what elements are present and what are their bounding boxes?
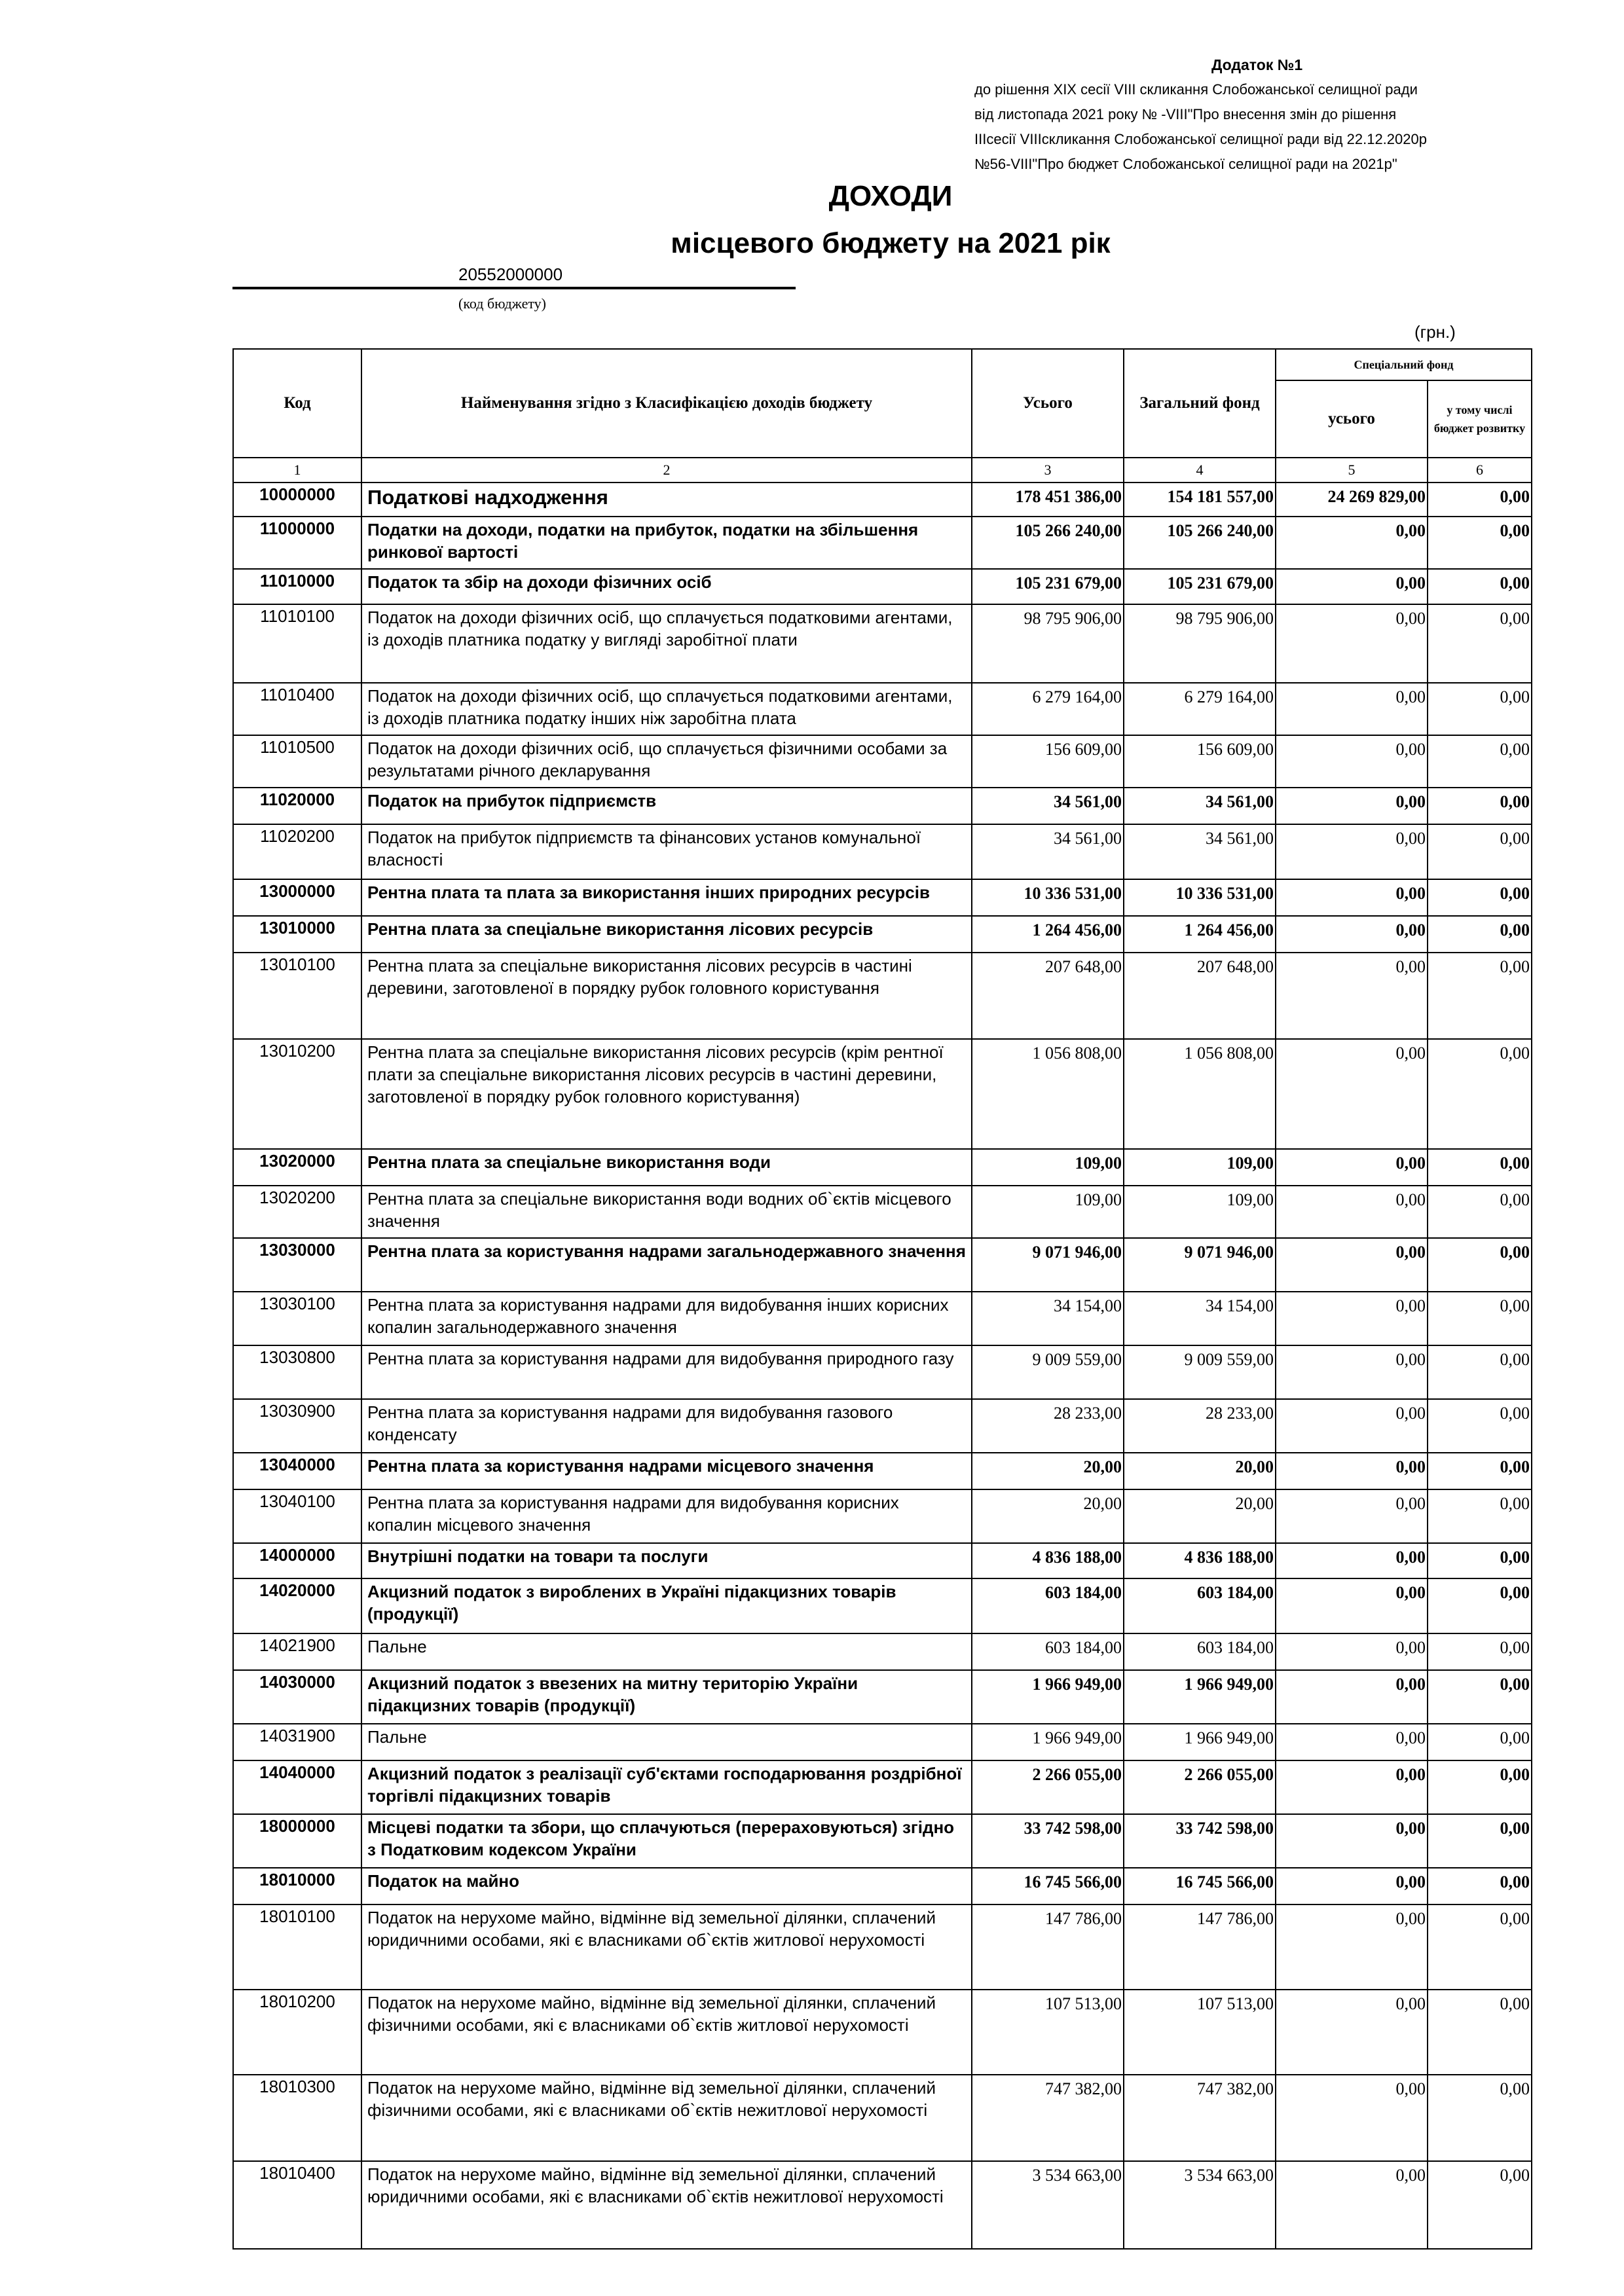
revenue-table xyxy=(232,348,1532,2250)
row-code: 13010200 xyxy=(233,1039,361,1149)
row-total: 109,00 xyxy=(972,1149,1124,1186)
row-name: Рентна плата за користування надрами місцевого значення xyxy=(361,1453,972,1489)
row-total: 1 966 949,00 xyxy=(972,1670,1124,1724)
row-special-total: 0,00 xyxy=(1276,916,1428,953)
row-total: 6 279 164,00 xyxy=(972,683,1124,735)
appendix-title: Додаток №1 xyxy=(1211,56,1303,73)
header-general-fund: Загальний фонд xyxy=(1124,349,1276,458)
row-name: Податок на доходи фізичних осіб, що сплачується податковими агентами, із доходів платника податку інших ніж заробітна плата xyxy=(361,683,972,735)
row-general-fund: 107 513,00 xyxy=(1124,1990,1276,2075)
table-row xyxy=(233,1760,1532,1814)
col-number: 3 xyxy=(972,458,1124,483)
row-special-development: 0,00 xyxy=(1428,683,1532,735)
row-special-total: 0,00 xyxy=(1276,1399,1428,1453)
table-row xyxy=(233,1633,1532,1670)
row-special-development: 0,00 xyxy=(1428,1724,1532,1760)
row-general-fund: 1 966 949,00 xyxy=(1124,1724,1276,1760)
row-general-fund: 109,00 xyxy=(1124,1186,1276,1238)
row-special-development: 0,00 xyxy=(1428,788,1532,824)
row-special-total: 0,00 xyxy=(1276,1292,1428,1345)
row-special-total: 0,00 xyxy=(1276,1039,1428,1149)
table-row xyxy=(233,2161,1532,2249)
row-general-fund: 9 009 559,00 xyxy=(1124,1345,1276,1399)
row-total: 4 836 188,00 xyxy=(972,1543,1124,1578)
row-name: Акцизний податок з реалізації суб'єктами господарювання роздрібної торгівлі підакцизних товарів xyxy=(361,1760,972,1814)
row-total: 109,00 xyxy=(972,1186,1124,1238)
row-total: 1 966 949,00 xyxy=(972,1724,1124,1760)
header-name: Найменування згідно з Класифікацією доходів бюджету xyxy=(361,349,972,458)
row-special-development: 0,00 xyxy=(1428,1904,1532,1990)
row-special-development: 0,00 xyxy=(1428,1453,1532,1489)
row-special-total: 0,00 xyxy=(1276,1345,1428,1399)
row-code: 13000000 xyxy=(233,879,361,916)
row-code: 18010100 xyxy=(233,1904,361,1990)
table-row xyxy=(233,1670,1532,1724)
row-total: 34 561,00 xyxy=(972,788,1124,824)
col-number: 4 xyxy=(1124,458,1276,483)
row-code: 13040100 xyxy=(233,1489,361,1543)
row-general-fund: 34 561,00 xyxy=(1124,824,1276,879)
row-code: 18010200 xyxy=(233,1990,361,2075)
row-special-total: 0,00 xyxy=(1276,683,1428,735)
row-name: Акцизний податок з вироблених в Україні підакцизних товарів (продукції) xyxy=(361,1578,972,1633)
table-row xyxy=(233,735,1532,788)
row-special-development: 0,00 xyxy=(1428,569,1532,604)
row-general-fund: 156 609,00 xyxy=(1124,735,1276,788)
row-special-development: 0,00 xyxy=(1428,1868,1532,1904)
row-code: 11020200 xyxy=(233,824,361,879)
row-name: Податок на нерухоме майно, відмінне від земельної ділянки, сплачений юридичними особами, які є власниками об`єктів житлової нерухомості xyxy=(361,1904,972,1990)
table-row xyxy=(233,1543,1532,1578)
table-row xyxy=(233,1904,1532,1990)
row-code: 14031900 xyxy=(233,1724,361,1760)
table-row xyxy=(233,604,1532,683)
row-name: Рентна плата за спеціальне використання води водних об`єктів місцевого значення xyxy=(361,1186,972,1238)
table-row xyxy=(233,569,1532,604)
row-total: 16 745 566,00 xyxy=(972,1868,1124,1904)
currency-label: (грн.) xyxy=(1414,322,1456,342)
row-code: 11000000 xyxy=(233,517,361,569)
row-general-fund: 147 786,00 xyxy=(1124,1904,1276,1990)
col-number: 2 xyxy=(361,458,972,483)
row-special-total: 0,00 xyxy=(1276,735,1428,788)
row-special-development: 0,00 xyxy=(1428,953,1532,1039)
row-total: 3 534 663,00 xyxy=(972,2161,1124,2249)
row-code: 13030800 xyxy=(233,1345,361,1399)
header-special-development: у тому числі бюджет розвитку xyxy=(1428,380,1532,458)
row-special-development: 0,00 xyxy=(1428,1292,1532,1345)
row-special-development: 0,00 xyxy=(1428,1345,1532,1399)
row-code: 13010100 xyxy=(233,953,361,1039)
row-name: Податок на нерухоме майно, відмінне від земельної ділянки, сплачений фізичними особами, які є власниками об`єктів житлової нерухомості xyxy=(361,1990,972,2075)
row-name: Податок на нерухоме майно, відмінне від земельної ділянки, сплачений юридичними особами, які є власниками об`єктів нежитлової нерухомості xyxy=(361,2161,972,2249)
row-name: Рентна плата за спеціальне використання лісових ресурсів (крім рентної плати за спеціальне використання лісових ресурсів в частині деревини, заготовленої в порядку рубок головного користування) xyxy=(361,1039,972,1149)
title-main: ДОХОДИ xyxy=(828,180,953,212)
row-special-development: 0,00 xyxy=(1428,1238,1532,1292)
row-special-development: 0,00 xyxy=(1428,916,1532,953)
row-code: 13010000 xyxy=(233,916,361,953)
row-total: 1 264 456,00 xyxy=(972,916,1124,953)
row-general-fund: 105 266 240,00 xyxy=(1124,517,1276,569)
row-special-total: 0,00 xyxy=(1276,1633,1428,1670)
row-special-development: 0,00 xyxy=(1428,1543,1532,1578)
row-name: Рентна плата за користування надрами загальнодержавного значення xyxy=(361,1238,972,1292)
table-row xyxy=(233,1453,1532,1489)
row-special-development: 0,00 xyxy=(1428,1670,1532,1724)
row-code: 13020200 xyxy=(233,1186,361,1238)
table-row xyxy=(233,916,1532,953)
row-total: 105 231 679,00 xyxy=(972,569,1124,604)
header-code: Код xyxy=(233,349,361,458)
row-general-fund: 20,00 xyxy=(1124,1489,1276,1543)
row-special-development: 0,00 xyxy=(1428,1633,1532,1670)
row-special-development: 0,00 xyxy=(1428,2161,1532,2249)
header-special-fund: Спеціальний фонд xyxy=(1276,349,1532,380)
row-code: 11020000 xyxy=(233,788,361,824)
row-special-development: 0,00 xyxy=(1428,824,1532,879)
row-special-development: 0,00 xyxy=(1428,1186,1532,1238)
row-special-total: 0,00 xyxy=(1276,879,1428,916)
row-code: 14021900 xyxy=(233,1633,361,1670)
row-special-development: 0,00 xyxy=(1428,1149,1532,1186)
table-row xyxy=(233,824,1532,879)
row-total: 105 266 240,00 xyxy=(972,517,1124,569)
row-name: Пальне xyxy=(361,1633,972,1670)
header-special-total: усього xyxy=(1276,380,1428,458)
row-code: 18000000 xyxy=(233,1814,361,1868)
row-code: 14030000 xyxy=(233,1670,361,1724)
row-special-development: 0,00 xyxy=(1428,879,1532,916)
row-special-total: 0,00 xyxy=(1276,1814,1428,1868)
table-row xyxy=(233,1292,1532,1345)
row-total: 20,00 xyxy=(972,1489,1124,1543)
row-special-total: 0,00 xyxy=(1276,1186,1428,1238)
row-total: 603 184,00 xyxy=(972,1633,1124,1670)
row-name: Рентна плата за користування надрами для видобування газового конденсату xyxy=(361,1399,972,1453)
row-code: 13020000 xyxy=(233,1149,361,1186)
row-special-development: 0,00 xyxy=(1428,604,1532,683)
table-row xyxy=(233,683,1532,735)
row-general-fund: 603 184,00 xyxy=(1124,1578,1276,1633)
document-title xyxy=(655,177,1126,263)
table-row xyxy=(233,1990,1532,2075)
table-row xyxy=(233,788,1532,824)
row-special-total: 0,00 xyxy=(1276,1453,1428,1489)
row-total: 107 513,00 xyxy=(972,1990,1124,2075)
row-name: Рентна плата за спеціальне використання лісових ресурсів xyxy=(361,916,972,953)
table-row xyxy=(233,1186,1532,1238)
row-name: Податок на прибуток підприємств xyxy=(361,788,972,824)
row-special-total: 0,00 xyxy=(1276,2075,1428,2161)
row-special-total: 24 269 829,00 xyxy=(1276,483,1428,517)
budget-code-label: (код бюджету) xyxy=(458,295,546,312)
row-general-fund: 16 745 566,00 xyxy=(1124,1868,1276,1904)
row-special-development: 0,00 xyxy=(1428,1039,1532,1149)
row-name: Податкові надходження xyxy=(361,483,972,517)
row-total: 9 071 946,00 xyxy=(972,1238,1124,1292)
row-name: Місцеві податки та збори, що сплачуються (перераховуються) згідно з Податковим кодексом України xyxy=(361,1814,972,1868)
row-special-total: 0,00 xyxy=(1276,1760,1428,1814)
appendix-line-2: від листопада 2021 року № -VIII"Про внесення змін до рішення xyxy=(974,106,1397,122)
row-code: 13030100 xyxy=(233,1292,361,1345)
row-name: Пальне xyxy=(361,1724,972,1760)
table-body xyxy=(233,483,1532,2249)
table-row xyxy=(233,517,1532,569)
row-code: 18010300 xyxy=(233,2075,361,2161)
row-total: 34 561,00 xyxy=(972,824,1124,879)
row-name: Податок на прибуток підприємств та фінансових установ комунальної власності xyxy=(361,824,972,879)
row-total: 178 451 386,00 xyxy=(972,483,1124,517)
table-header xyxy=(233,349,1532,483)
row-general-fund: 3 534 663,00 xyxy=(1124,2161,1276,2249)
table-row xyxy=(233,1345,1532,1399)
row-name: Рентна плата та плата за використання інших природних ресурсів xyxy=(361,879,972,916)
row-general-fund: 603 184,00 xyxy=(1124,1633,1276,1670)
row-code: 14020000 xyxy=(233,1578,361,1633)
table-row xyxy=(233,1724,1532,1760)
row-total: 34 154,00 xyxy=(972,1292,1124,1345)
row-general-fund: 34 154,00 xyxy=(1124,1292,1276,1345)
table-row xyxy=(233,953,1532,1039)
row-general-fund: 6 279 164,00 xyxy=(1124,683,1276,735)
col-number: 6 xyxy=(1428,458,1532,483)
row-total: 10 336 531,00 xyxy=(972,879,1124,916)
row-special-total: 0,00 xyxy=(1276,517,1428,569)
row-total: 28 233,00 xyxy=(972,1399,1124,1453)
row-special-total: 0,00 xyxy=(1276,569,1428,604)
table-row xyxy=(233,1868,1532,1904)
row-code: 13030000 xyxy=(233,1238,361,1292)
appendix-note xyxy=(974,52,1564,177)
row-name: Рентна плата за спеціальне використання води xyxy=(361,1149,972,1186)
row-general-fund: 34 561,00 xyxy=(1124,788,1276,824)
col-number: 5 xyxy=(1276,458,1428,483)
table-row xyxy=(233,1238,1532,1292)
row-general-fund: 2 266 055,00 xyxy=(1124,1760,1276,1814)
col-number: 1 xyxy=(233,458,361,483)
table-row xyxy=(233,483,1532,517)
row-code: 10000000 xyxy=(233,483,361,517)
header-total: Усього xyxy=(972,349,1124,458)
row-total: 603 184,00 xyxy=(972,1578,1124,1633)
column-numbers-row xyxy=(233,458,1532,483)
row-special-development: 0,00 xyxy=(1428,1990,1532,2075)
row-special-development: 0,00 xyxy=(1428,483,1532,517)
row-special-total: 0,00 xyxy=(1276,824,1428,879)
row-special-development: 0,00 xyxy=(1428,1489,1532,1543)
row-special-total: 0,00 xyxy=(1276,1578,1428,1633)
row-general-fund: 1 056 808,00 xyxy=(1124,1039,1276,1149)
row-code: 13040000 xyxy=(233,1453,361,1489)
row-total: 2 266 055,00 xyxy=(972,1760,1124,1814)
row-name: Податок на доходи фізичних осіб, що сплачується податковими агентами, із доходів платника податку у вигляді заробітної плати xyxy=(361,604,972,683)
row-total: 98 795 906,00 xyxy=(972,604,1124,683)
row-special-total: 0,00 xyxy=(1276,2161,1428,2249)
budget-code-value: 20552000000 xyxy=(232,262,796,289)
row-special-total: 0,00 xyxy=(1276,1724,1428,1760)
row-code: 11010400 xyxy=(233,683,361,735)
row-code: 11010100 xyxy=(233,604,361,683)
row-general-fund: 98 795 906,00 xyxy=(1124,604,1276,683)
row-total: 1 056 808,00 xyxy=(972,1039,1124,1149)
row-special-development: 0,00 xyxy=(1428,1760,1532,1814)
row-total: 147 786,00 xyxy=(972,1904,1124,1990)
table-row xyxy=(233,1149,1532,1186)
row-total: 9 009 559,00 xyxy=(972,1345,1124,1399)
row-code: 11010500 xyxy=(233,735,361,788)
row-special-total: 0,00 xyxy=(1276,1904,1428,1990)
row-general-fund: 4 836 188,00 xyxy=(1124,1543,1276,1578)
row-general-fund: 105 231 679,00 xyxy=(1124,569,1276,604)
row-special-total: 0,00 xyxy=(1276,1543,1428,1578)
row-name: Рентна плата за користування надрами для видобування корисних копалин місцевого значення xyxy=(361,1489,972,1543)
row-name: Рентна плата за спеціальне використання лісових ресурсів в частині деревини, заготовленої в порядку рубок головного користування xyxy=(361,953,972,1039)
table-row xyxy=(233,1039,1532,1149)
table-row xyxy=(233,2075,1532,2161)
table-row xyxy=(233,879,1532,916)
row-name: Податок на нерухоме майно, відмінне від земельної ділянки, сплачений фізичними особами, які є власниками об`єктів нежитлової нерухомості xyxy=(361,2075,972,2161)
row-code: 18010400 xyxy=(233,2161,361,2249)
row-name: Внутрішні податки на товари та послуги xyxy=(361,1543,972,1578)
table-row xyxy=(233,1814,1532,1868)
row-general-fund: 207 648,00 xyxy=(1124,953,1276,1039)
row-special-total: 0,00 xyxy=(1276,1149,1428,1186)
row-special-development: 0,00 xyxy=(1428,2075,1532,2161)
appendix-line-4: №56-VIII"Про бюджет Слобожанської селищної ради на 2021р" xyxy=(974,156,1397,172)
table-row xyxy=(233,1399,1532,1453)
row-code: 13030900 xyxy=(233,1399,361,1453)
row-special-total: 0,00 xyxy=(1276,788,1428,824)
row-total: 33 742 598,00 xyxy=(972,1814,1124,1868)
title-sub: місцевого бюджету на 2021 рік xyxy=(671,227,1111,259)
row-code: 11010000 xyxy=(233,569,361,604)
appendix-line-3: IIIсесії VIIIскликання Слобожанської селищної ради від 22.12.2020р xyxy=(974,131,1427,147)
row-special-total: 0,00 xyxy=(1276,604,1428,683)
row-general-fund: 154 181 557,00 xyxy=(1124,483,1276,517)
row-name: Акцизний податок з ввезених на митну територію України підакцизних товарів (продукції) xyxy=(361,1670,972,1724)
row-total: 747 382,00 xyxy=(972,2075,1124,2161)
row-total: 207 648,00 xyxy=(972,953,1124,1039)
row-special-total: 0,00 xyxy=(1276,1489,1428,1543)
budget-code-block xyxy=(232,262,796,318)
row-special-development: 0,00 xyxy=(1428,1399,1532,1453)
table-row xyxy=(233,1489,1532,1543)
row-special-development: 0,00 xyxy=(1428,1814,1532,1868)
table-row xyxy=(233,1578,1532,1633)
row-special-total: 0,00 xyxy=(1276,1670,1428,1724)
row-name: Податок та збір на доходи фізичних осіб xyxy=(361,569,972,604)
row-total: 20,00 xyxy=(972,1453,1124,1489)
row-general-fund: 1 966 949,00 xyxy=(1124,1670,1276,1724)
row-name: Рентна плата за користування надрами для видобування інших корисних копалин загальнодержавного значення xyxy=(361,1292,972,1345)
row-total: 156 609,00 xyxy=(972,735,1124,788)
row-special-total: 0,00 xyxy=(1276,1990,1428,2075)
row-code: 14000000 xyxy=(233,1543,361,1578)
row-code: 18010000 xyxy=(233,1868,361,1904)
row-special-total: 0,00 xyxy=(1276,953,1428,1039)
row-general-fund: 747 382,00 xyxy=(1124,2075,1276,2161)
row-name: Рентна плата за користування надрами для видобування природного газу xyxy=(361,1345,972,1399)
row-general-fund: 1 264 456,00 xyxy=(1124,916,1276,953)
row-general-fund: 33 742 598,00 xyxy=(1124,1814,1276,1868)
row-general-fund: 10 336 531,00 xyxy=(1124,879,1276,916)
row-special-total: 0,00 xyxy=(1276,1238,1428,1292)
row-general-fund: 109,00 xyxy=(1124,1149,1276,1186)
row-general-fund: 20,00 xyxy=(1124,1453,1276,1489)
row-general-fund: 28 233,00 xyxy=(1124,1399,1276,1453)
row-general-fund: 9 071 946,00 xyxy=(1124,1238,1276,1292)
row-code: 14040000 xyxy=(233,1760,361,1814)
row-name: Податок на доходи фізичних осіб, що сплачується фізичними особами за результатами річного декларування xyxy=(361,735,972,788)
row-name: Податок на майно xyxy=(361,1868,972,1904)
row-name: Податки на доходи, податки на прибуток, податки на збільшення ринкової вартості xyxy=(361,517,972,569)
row-special-development: 0,00 xyxy=(1428,1578,1532,1633)
row-special-total: 0,00 xyxy=(1276,1868,1428,1904)
row-special-development: 0,00 xyxy=(1428,517,1532,569)
appendix-line-1: до рішення ХIХ сесії VIII скликання Слобожанської селищної ради xyxy=(974,81,1418,98)
row-special-development: 0,00 xyxy=(1428,735,1532,788)
